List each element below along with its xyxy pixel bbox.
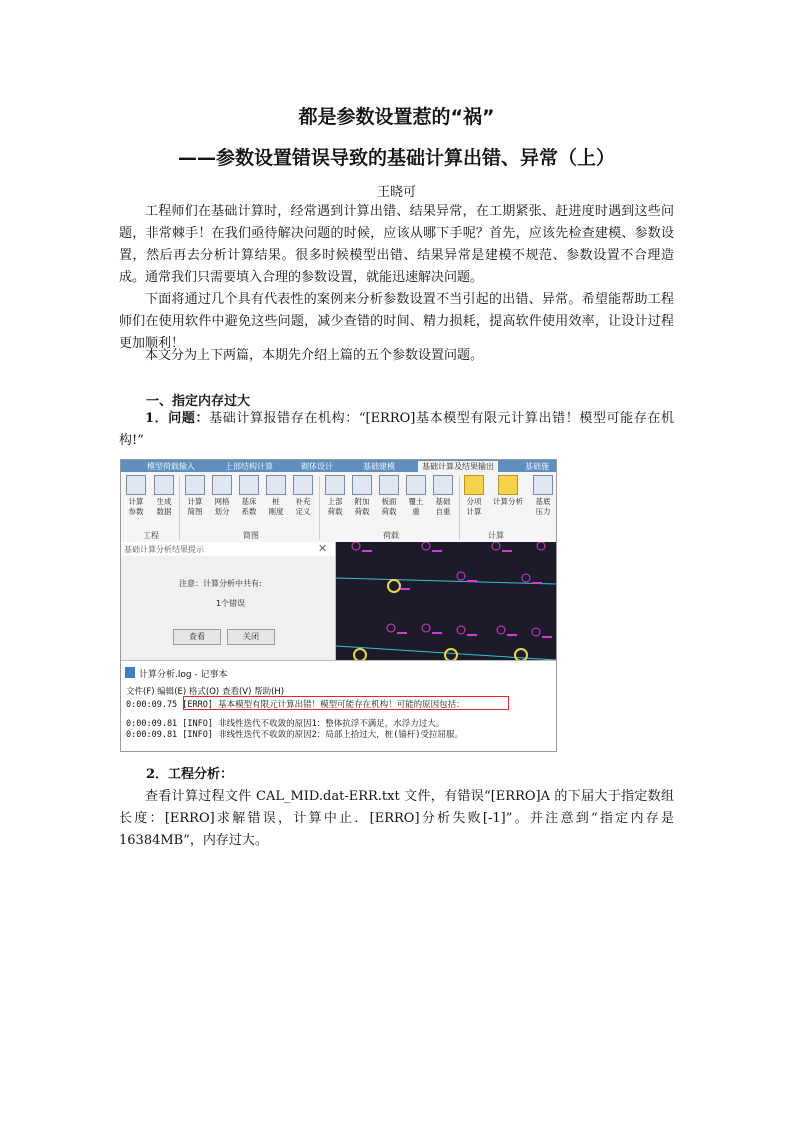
foundation-icon [433, 475, 453, 495]
close-icon[interactable]: ✕ [318, 542, 328, 555]
slab-load-button[interactable]: 板面 荷载 [377, 475, 401, 517]
notepad-menu-bar[interactable]: 文件(F) 编辑(E) 格式(O) 查看(V) 帮助(H) [126, 687, 285, 697]
analysis-heading [146, 764, 674, 786]
additional-load-button[interactable]: 附加 荷载 [350, 475, 374, 517]
foundation-weight-button[interactable]: 基础 自重 [431, 475, 455, 517]
log-line-info-1: 0:00:09.81 [INFO] 非线性迭代不收敛的原因1：整体抗浮不满足，水浮力过大。 [126, 719, 445, 729]
pressure-icon [533, 475, 553, 495]
problem-label: 1．问题： [145, 411, 210, 426]
document-subtitle: ——参数设置错误导致的基础计算出错、异常（上） [177, 147, 615, 169]
calc-params-button[interactable]: 计算 参数 [124, 475, 148, 517]
slab-icon [379, 475, 399, 495]
analysis-paragraph: 查看计算过程文件 CAL_MID.dat-ERR.txt 文件，有错误“[ERRO]A 的下届大于指定数组长度：[ERRO]求解错误，计算中止．[ERRO]分析失败[-1]”。并注意到“指定内存是 16384MB”，内存过大。 [119, 789, 674, 848]
mesh-icon [212, 475, 232, 495]
tab-foundation-model[interactable]: 基础建模 [363, 462, 395, 471]
ribbon-divider [459, 476, 460, 540]
notepad-window [121, 660, 556, 752]
ribbon-divider [179, 476, 180, 540]
tab-masonry[interactable]: 砌体设计 [301, 462, 333, 471]
tab-upper-structure[interactable]: 上部结构计算 [225, 462, 273, 471]
author: 王晓可 [376, 185, 416, 200]
params-icon [126, 475, 146, 495]
tab-model-load[interactable]: 模型荷载输入 [147, 462, 195, 471]
warning-icon [464, 475, 484, 495]
result-dialog [121, 542, 336, 660]
problem-text: 基础计算报错存在机构：“[ERRO]基本模型有限元计算出错！模型可能存在机构!” [119, 411, 674, 448]
view-button[interactable]: 查看 [173, 629, 221, 645]
tab-foundation-calc[interactable]: 基础计算及结果输出 [418, 461, 498, 472]
intro-paragraph-3: 本文分为上下两篇，本期先介绍上篇的五个参数设置问题。 [145, 348, 484, 363]
calc-analysis-button[interactable]: 计算分析 [491, 475, 525, 507]
supplement-define-button[interactable]: 补充 定义 [291, 475, 315, 517]
soil-icon [406, 475, 426, 495]
base-pressure-button[interactable]: 基底 压力 [531, 475, 555, 517]
calc-diagram-button[interactable]: 计算 简图 [183, 475, 207, 517]
building-icon [325, 475, 345, 495]
load-arrows-icon [352, 475, 372, 495]
ribbon-toolbar [121, 472, 556, 543]
ribbon-divider [319, 476, 320, 540]
arrow-right-icon [154, 475, 174, 495]
notepad-title: 计算分析.log - 记事本 [139, 670, 228, 680]
mesh-divide-button[interactable]: 网格 划分 [210, 475, 234, 517]
cad-drawing [336, 542, 556, 660]
group-label-load: 荷载 [383, 531, 399, 540]
notepad-icon [125, 667, 135, 678]
soil-weight-button[interactable]: 覆土 重 [404, 475, 428, 517]
item-calc-button[interactable]: 分项 计算 [462, 475, 486, 517]
group-label-calc: 计算 [488, 531, 504, 540]
error-highlight-box [183, 696, 509, 710]
cube-icon [293, 475, 313, 495]
pile-icon [266, 475, 286, 495]
intro-paragraph-2: 下面将通过几个具有代表性的案例来分析参数设置不当引起的出错、异常。希望能帮助工程师们在使用软件中避免这些问题，减少查错的时间、精力损耗，提高软件使用效率，让设计过程更加顺利！ [119, 292, 674, 351]
document-title: 都是参数设置惹的“祸” [298, 106, 495, 128]
software-screenshot [120, 459, 557, 752]
plate-icon [239, 475, 259, 495]
intro-paragraph-1: 工程师们在基础计算时，经常遇到计算出错、结果异常，在工期紧张、赶进度时遇到这些问题，非常棘手！在我们亟待解决问题的时候，应该从哪下手呢？首先，应该先检查建模、参数设置，然后再去分析计算结果。很多时候模型出错、结果异常是建模不规范、参数设置不合理造成。通常我们只需要填入合理的参数设置，就能迅速解决问题。 [119, 204, 674, 285]
ribbon-tab-bar [121, 460, 556, 472]
close-button[interactable]: 关闭 [227, 629, 275, 645]
cad-viewport[interactable] [336, 542, 556, 660]
error-count: 1个错误 [216, 599, 246, 608]
group-label-project: 工程 [143, 531, 159, 540]
grid-icon [185, 475, 205, 495]
tab-foundation-construction[interactable]: 基础施 [525, 462, 549, 471]
dialog-message: 注意：计算分析中共有: [179, 579, 262, 588]
runner-icon [498, 475, 518, 495]
dialog-body [121, 556, 335, 660]
upper-load-button[interactable]: 上部 荷载 [323, 475, 347, 517]
subgrade-coeff-button[interactable]: 基床 系数 [237, 475, 261, 517]
log-line-info-2: 0:00:09.81 [INFO] 非线性迭代不收敛的原因2：局部上拾过大，桩(锚杆)受拉屈服。 [126, 730, 463, 740]
group-label-diagram: 简图 [243, 531, 259, 540]
pile-stiffness-button[interactable]: 桩 刚度 [264, 475, 288, 517]
analysis-label: 2．工程分析： [146, 767, 234, 782]
section-heading: 一、指定内存过大 [146, 394, 251, 409]
log-line-error: 0:00:09.75 [ERRO] 基本模型有限元计算出错！模型可能存在机构！可能的原因包括： [126, 700, 465, 710]
dialog-title: 基础计算分析结果提示 [124, 545, 204, 554]
problem-paragraph [119, 408, 674, 452]
generate-data-button[interactable]: 生成 数据 [152, 475, 176, 517]
